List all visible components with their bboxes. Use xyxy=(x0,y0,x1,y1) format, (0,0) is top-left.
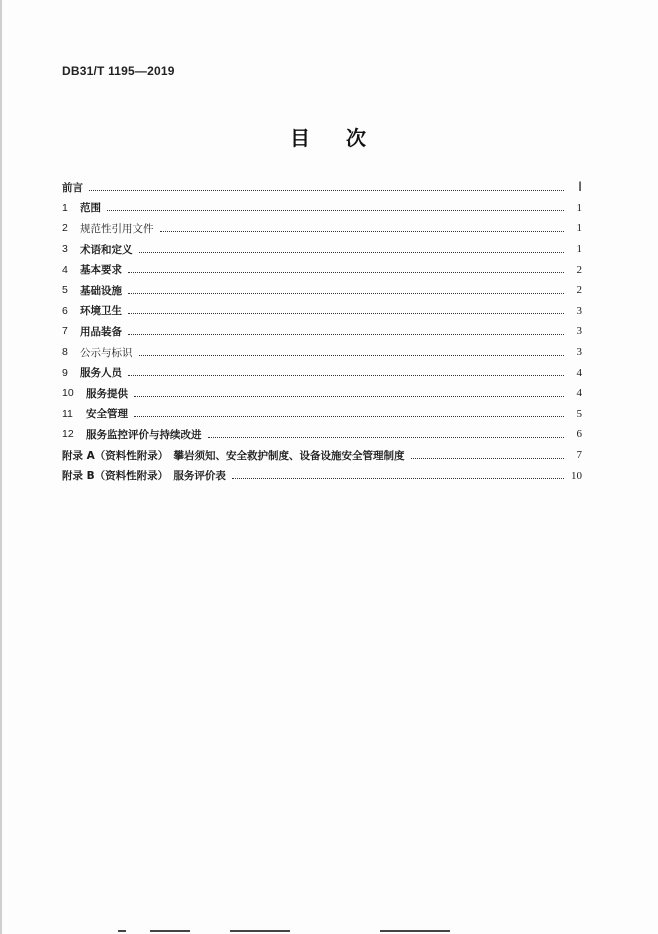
leader-dots xyxy=(107,208,564,211)
table-of-contents xyxy=(62,177,582,486)
toc-entry-page: 3 xyxy=(576,325,582,338)
toc-entry-number: 8 xyxy=(62,346,68,359)
leader-dots xyxy=(134,414,564,417)
toc-entry-label: 前言 xyxy=(62,181,83,194)
toc-entry-number: 9 xyxy=(62,366,68,379)
toc-entry-12[interactable] xyxy=(62,424,582,445)
toc-entry-label: 术语和定义 xyxy=(80,243,133,256)
toc-entry-page: Ⅰ xyxy=(578,179,582,195)
leader-dots xyxy=(128,373,564,376)
toc-entry-label: 规范性引用文件 xyxy=(80,222,154,235)
toc-entry-page: 1 xyxy=(576,201,582,214)
leader-dots xyxy=(232,476,564,479)
toc-entry-page: 3 xyxy=(576,304,582,317)
toc-entry-3[interactable] xyxy=(62,239,582,260)
toc-entry-number: 11 xyxy=(62,407,73,420)
toc-entry-9[interactable] xyxy=(62,362,582,383)
toc-entry-label: 服务提供 xyxy=(86,387,128,400)
scan-mark xyxy=(230,930,290,932)
toc-entry-8[interactable] xyxy=(62,342,582,363)
leader-dots xyxy=(139,250,565,253)
toc-entry-page: 2 xyxy=(576,263,582,276)
toc-entry-11[interactable] xyxy=(62,404,582,425)
toc-entry-7[interactable] xyxy=(62,321,582,342)
toc-title-char-1: 目 xyxy=(290,126,312,150)
toc-entry-page: 6 xyxy=(576,428,582,441)
document-code: DB31/T 1195—2019 xyxy=(62,64,175,78)
toc-entry-label: 用品装备 xyxy=(80,325,122,338)
toc-entry-label: 基本要求 xyxy=(80,264,122,277)
toc-title-char-2: 次 xyxy=(346,126,368,150)
toc-entry-label: 公示与标识 xyxy=(80,346,133,359)
toc-entry-4[interactable] xyxy=(62,259,582,280)
leader-dots xyxy=(128,291,564,294)
toc-entry-label: 范围 xyxy=(80,202,101,215)
leader-dots xyxy=(134,394,564,397)
leader-dots xyxy=(411,456,564,459)
toc-entry-label: 服务人员 xyxy=(80,367,122,380)
toc-entry-number: 3 xyxy=(62,243,68,256)
toc-entry-10[interactable] xyxy=(62,383,582,404)
toc-entry-appendix-a[interactable] xyxy=(62,445,582,466)
toc-entry-number: 7 xyxy=(62,325,68,338)
leader-dots xyxy=(208,435,565,438)
leader-dots xyxy=(160,229,565,232)
toc-entry-appendix-b[interactable] xyxy=(62,465,582,486)
leader-dots xyxy=(128,311,564,314)
toc-entry-page: 5 xyxy=(576,407,582,420)
toc-entry-label: 附录 B（资料性附录） 服务评价表 xyxy=(62,470,226,483)
scan-mark xyxy=(380,930,450,932)
toc-entry-label: 基础设施 xyxy=(80,284,122,297)
toc-entry-page: 7 xyxy=(576,449,582,462)
leader-dots xyxy=(139,353,565,356)
toc-entry-label: 安全管理 xyxy=(86,408,128,421)
leader-dots xyxy=(128,332,564,335)
leader-dots xyxy=(128,270,564,273)
toc-entry-5[interactable] xyxy=(62,280,582,301)
toc-entry-foreword[interactable] xyxy=(62,177,582,198)
toc-entry-page: 10 xyxy=(571,469,582,482)
toc-entry-number: 1 xyxy=(62,201,68,214)
toc-entry-label: 环境卫生 xyxy=(80,305,122,318)
toc-entry-2[interactable] xyxy=(62,218,582,239)
toc-entry-number: 12 xyxy=(62,428,74,441)
toc-entry-page: 1 xyxy=(576,243,582,256)
toc-entry-number: 6 xyxy=(62,304,68,317)
scan-mark xyxy=(118,930,126,932)
toc-entry-number: 4 xyxy=(62,263,68,276)
toc-entry-page: 2 xyxy=(576,284,582,297)
toc-entry-page: 3 xyxy=(576,346,582,359)
toc-entry-page: 4 xyxy=(576,366,582,379)
scan-mark xyxy=(150,930,190,932)
toc-entry-6[interactable] xyxy=(62,301,582,322)
toc-entry-1[interactable] xyxy=(62,198,582,219)
toc-entry-label: 附录 A（资料性附录） 攀岩须知、安全救护制度、设备设施安全管理制度 xyxy=(62,449,405,462)
toc-entry-number: 5 xyxy=(62,284,68,297)
toc-entry-number: 2 xyxy=(62,222,68,235)
leader-dots xyxy=(89,188,564,191)
toc-title xyxy=(0,122,658,151)
scan-edge-marks xyxy=(0,924,658,934)
toc-entry-page: 4 xyxy=(576,387,582,400)
toc-entry-page: 1 xyxy=(576,222,582,235)
toc-entry-number: 10 xyxy=(62,387,74,400)
toc-entry-label: 服务监控评价与持续改进 xyxy=(86,428,202,441)
